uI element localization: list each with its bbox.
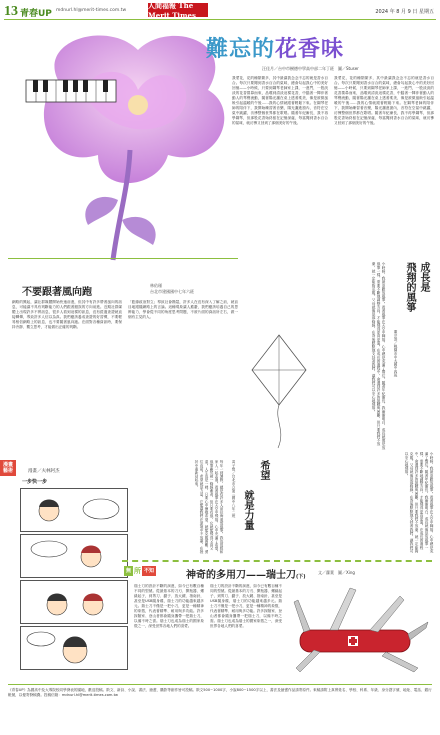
title-part-b: 花香味 xyxy=(275,37,345,62)
main-title xyxy=(206,32,344,63)
column-tag-c: 不知 xyxy=(144,568,155,574)
comic-panel-4-art xyxy=(21,627,128,670)
knife-body-col1: 瑞士刀的設計不斷的演進，如今已有數百種不同的型號。從最基本的刀刃、開瓶器、螺絲起子，到剪刀、鋸子、放大鏡、指南針，甚至是USB隨身碟，瑞士刀的功能越來越多元。瑞士刀不僅是一把小刀，更是一種精神的象徵，代表著精準、耐用與多功能。許多探險家、登山者都會隨身攜帶一把瑞士刀，以備不時之需。瑞士刀也成為瑞士的國家象徵之一，深受世界各地人們的喜愛。 xyxy=(134,584,204,628)
article-kite-body: 每年一到暑假，總是有許多人前往海邊放風箏。我也曾經和家人一起去過。看著風箏在天空中飛翔，心中充滿了希望。風箏雖然被一條線牽著，但只要有風，它就能飛得又高又遠。人生也是一樣，只要心中懷抱希望，就能克服困難，勇往直前。希望就是力量，它能讓我們在逆境中不放棄，在挫折中重新站起來。 xyxy=(195,460,224,554)
article-right-body-b: 小時候，我最喜歡放風箏。看著風箏在天空中翱翔，心中總是充滿了嚮往。隨著年紀漸長，我漸漸明白，成長就像是放風箏一樣，需要不斷地調整方向，才能飛得更高更遠。在成長的過程中，會遇到許多的挑戰與困難，但只要我們不放棄，就一定能夠克服。父母就像是那條線，在背後默默地支持著我們，讓我們可以安心地飛翔。 xyxy=(405,452,434,553)
article-right-title-a: 成長是 xyxy=(418,262,429,292)
comic-panel-4 xyxy=(20,626,128,670)
comic-title: 一步快一步 xyxy=(22,479,48,485)
article-left-author: 林佑瑾 xyxy=(150,283,162,288)
comic-panel-1-art xyxy=(21,489,128,532)
issue-date: 2024 年 8 月 9 日 星期五 xyxy=(375,9,434,15)
column-tag xyxy=(124,566,156,576)
hero-body-col1: 我愛花，花的種類繁多，其中最讓我念念不忘的就是香水百合。每次只要聞到香水百合的氣味，總會勾起我心中的美好回憶——小時候，只要到鋼琴老師家上課，一進門，一股淡淡的花香撲鼻而來，品嚐到清淡這樣花香，中腦著一陣伴著動人的琴聲流動，隨著陽光灑在桌上透著柔美，像是被微風般引起溫暖的午後……我的心情就跟著輕鬆下來。在鋼琴老師的陪伴下，我開始練習著音樂，陽光灑進窗內，音符在空氣中跳躍，彷彿整個世界都在歌唱。隨著年紀漸長，我不再學鋼琴，但那股花香始終留在記憶深處，每當聞到香水百合的氣味，就彷彿又回到了那個美好的午後。 xyxy=(232,76,328,125)
hero-body-col2: 我愛花，花的種類繁多，其中最讓我念念不忘的就是香水百合。每次只要聞到香水百合的氣味，總會勾起我心中的美好回憶——小時候，只要到鋼琴老師家上課，一進門，一股淡淡的花香撲鼻而來，品嚐到清淡這樣花香，中腦著一陣伴著動人的琴聲流動，隨著陽光灑在桌上透著柔美，像是被微風般引起溫暖的午後……我的心情就跟著輕鬆下來。在鋼琴老師的陪伴下，我開始練習著音樂，陽光灑進窗內，音符在空氣中跳躍，彷彿整個世界都在歌唱。隨著年紀漸長，我不再學鋼琴，但那股花香始終留在記憶深處，每當聞到香水百合的氣味，就彷彿又回到了那個美好的午後。 xyxy=(334,76,434,125)
hero-byline xyxy=(262,66,359,72)
swiss-knife-illustration xyxy=(290,582,430,678)
article-mid-body: 「藍綠政治對立」導致社會撕裂，許多人在沒有深入了解之前，就盲目地跟隨網路上的言論。這種現象讓人擔憂，我們應該培養自己的思辨能力，學會從不同的角度思考問題，不被片面的資訊所左右，做一個有主見的人。 xyxy=(128,300,238,319)
knife-body-col2: 瑞士刀的設計不斷的演進，如今已有數百種不同的型號。從最基本的刀刃、開瓶器、螺絲起子，到剪刀、鋸子、放大鏡、指南針，甚至是USB隨身碟，瑞士刀的功能越來越多元。瑞士刀不僅是一把小刀，更是一種精神的象徵，代表著精準、耐用與多功能。許多探險家、登山者都會隨身攜帶一把瑞士刀，以備不時之需。瑞士刀也成為瑞士的國家象徵之一，深受世界各地人們的喜愛。 xyxy=(210,584,282,628)
comic-panel-2-art xyxy=(21,535,128,578)
newspaper-logo: 人間福報 The Merit Times xyxy=(148,3,208,17)
knife-article-title xyxy=(186,566,306,581)
article-right-body-a: 小時候，我最喜歡放風箏。看著風箏在天空中翱翔，心中總是充滿了嚮往。隨著年紀漸長，我漸漸明白，成長就像是放風箏一樣，需要不斷地調整方向，才能飛得更高更遠。在成長的過程中，會遇到許多的挑戰與困難，但只要我們不放棄，就一定能夠克服。父母就像是那條線，在背後默默地支持著我們，讓我們可以安心地飛翔。 xyxy=(372,262,386,450)
submission-guidelines: 《青春UP》為國高中及大專院校同學發表的園地，歡迎投稿。散文、新詩、小說、書法、繪畫、攝影等創作皆可投稿。散文500~1000字，小說800~1500字以上，書法及繪畫作品請寄原件。來稿請附上真實姓名、學校、科系、年級、身分證字號、地址、電話、銀行帳號，以便寄發稿費。投稿信箱：mdnurl.hl@merit-times.com.tw xyxy=(8,684,432,718)
section-title: 青春UP xyxy=(20,9,52,19)
piano-keys xyxy=(26,80,116,102)
comic-panel-3-art xyxy=(21,581,128,624)
article-kite-title-b: 就是力量 xyxy=(242,490,253,530)
knife-title-text: 神奇的多用刀——瑞士刀 xyxy=(186,570,296,581)
comic-panel-2 xyxy=(20,534,128,578)
article-right-author: 董芸溶／桃園市中大國中四班 xyxy=(394,330,398,377)
lily-flower xyxy=(44,36,224,184)
hero-author: 汪佳月／台中市樹德中學高中部二年丁班 xyxy=(262,66,334,71)
comic-panel-1 xyxy=(20,488,128,532)
article-left-body: 網路的興起，讓社群媒體開始快速前進，但其中有許多帶著風向的訊息，可能讓不具有判斷能力的人們跟著錯誤的方向前進。近期社群媒體上出現許多不實訊息，很多人看到這樣的訊息，沒有經過查證就直接轉傳，導致許多人信以為真。我們應該養成查證的好習慣，不要輕易相信網路上的訊息，也不要隨著風向跑。在面對各種資訊時，要保持冷靜、獨立思考，才能做出正確的判斷。 xyxy=(12,300,122,329)
article-left-author-block xyxy=(150,283,194,295)
knife-title-suffix: (下) xyxy=(296,574,306,580)
section-divider xyxy=(8,258,238,259)
article-kite-author: 黃子愷／台北市立第三國中八年二班 xyxy=(232,460,236,518)
article-left-school: 台北市建國國中七年六班 xyxy=(150,289,194,294)
comic-credit: 漫畫／夫林阿杰 xyxy=(28,469,60,474)
hero-illustration-credit: 圖／Stuser xyxy=(338,66,359,71)
column-tag-a: 無 xyxy=(126,568,132,574)
title-part-a: 難忘的 xyxy=(206,37,276,62)
comic-tag: 漫畫 藝術 xyxy=(0,460,16,476)
header-email[interactable]: mdnurl.hl@merit-times.com.tw xyxy=(56,8,127,13)
page-number: 13 xyxy=(4,4,18,19)
comic-panel-3 xyxy=(20,580,128,624)
article-left-title: 不要跟著風向跑 xyxy=(22,287,92,298)
article-right-title-b: 飛翔的風箏 xyxy=(404,262,415,312)
knife-credit: 文／蘿葉 圖／Xing xyxy=(318,570,355,575)
article-kite-title-a: 希望 xyxy=(258,460,269,480)
column-tag-b: 所 xyxy=(134,567,142,575)
